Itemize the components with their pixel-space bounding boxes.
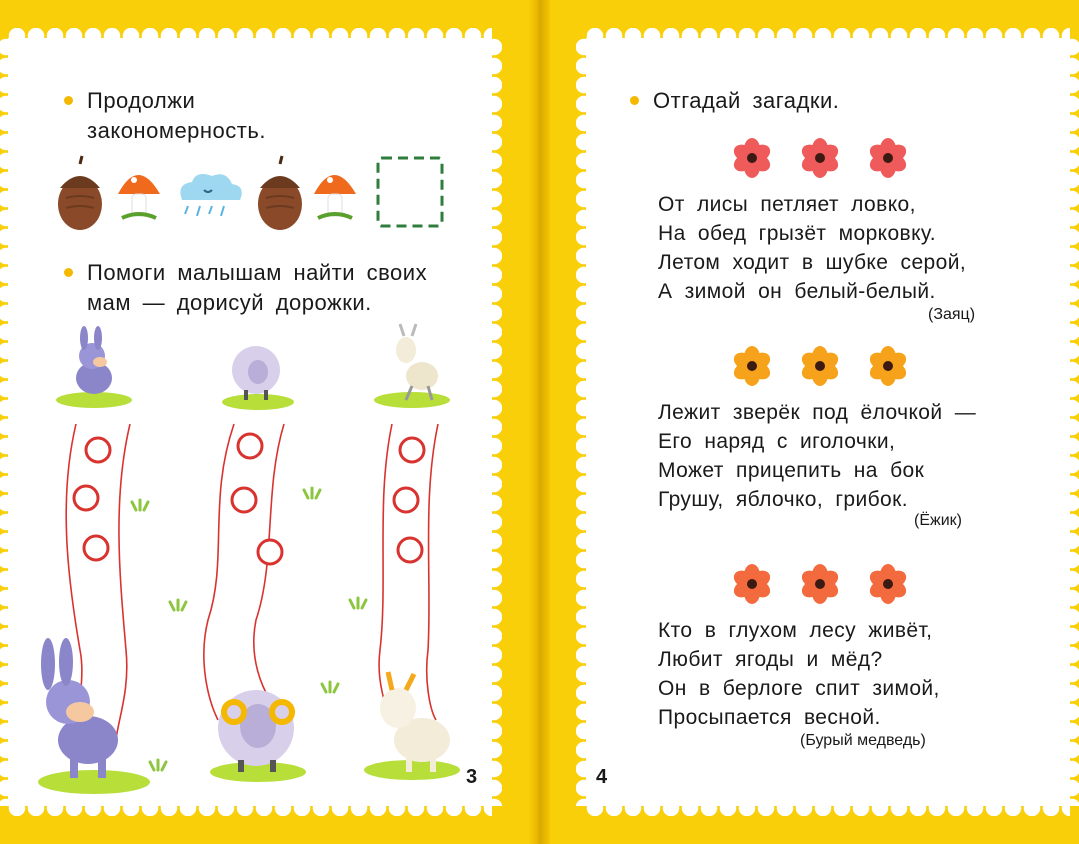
left-page	[8, 38, 492, 806]
mom-goat-icon	[380, 672, 450, 772]
riddle-1	[658, 190, 966, 306]
riddle-line: Кто в глухом лесу живёт,	[658, 619, 933, 642]
bullet-dot	[64, 268, 73, 277]
bullet-dot	[64, 96, 73, 105]
pattern-row	[8, 148, 488, 238]
mushroom-icon	[118, 175, 160, 218]
riddle-line: Летом ходит в шубке серой,	[658, 251, 967, 274]
acorn-icon	[258, 156, 302, 230]
riddle-line: От лисы петляет ловко,	[658, 193, 916, 216]
task-pattern	[64, 86, 266, 146]
flower-icon	[867, 138, 910, 178]
mushroom-icon	[314, 175, 356, 218]
riddle-line: Может прицепить на бок	[658, 459, 925, 482]
flower-icon	[731, 564, 774, 604]
acorn-icon	[58, 156, 102, 230]
riddle-answer: (Заяц)	[928, 306, 976, 323]
page-number-right: 4	[596, 766, 608, 788]
answer-box[interactable]	[378, 158, 442, 226]
riddle-line: Любит ягоды и мёд?	[658, 648, 883, 671]
riddle-answer: (Ёжик)	[914, 512, 962, 529]
page-number-left: 3	[466, 766, 478, 788]
paths-scene	[8, 320, 488, 760]
task-paths-line1: Помоги малышам найти своих	[87, 260, 428, 285]
task-riddles-text: Отгадай загадки.	[653, 88, 840, 113]
riddle-3	[658, 616, 940, 732]
riddle-2	[658, 398, 976, 514]
cloud-icon	[180, 174, 241, 216]
flower-icon	[731, 346, 774, 386]
task-paths-line2: мам — дорисуй дорожки.	[87, 290, 372, 315]
mom-sheep-icon	[218, 690, 294, 772]
flower-icon	[799, 138, 842, 178]
flower-icon	[867, 564, 910, 604]
right-page	[586, 38, 1070, 806]
riddle-line: Просыпается весной.	[658, 706, 881, 729]
riddle-line: Лежит зверёк под ёлочкой —	[658, 401, 977, 424]
flower-icon	[731, 138, 774, 178]
baby-goat-icon	[396, 324, 438, 400]
riddle-line: Его наряд с иголочки,	[658, 430, 896, 453]
riddle-line: На обед грызёт морковку.	[658, 222, 936, 245]
flower-icon	[799, 564, 842, 604]
task-paths	[64, 258, 427, 318]
baby-donkey-icon	[76, 326, 112, 394]
riddle-line: Грушу, яблочко, грибок.	[658, 488, 908, 511]
flower-icon	[799, 346, 842, 386]
riddle-line: А зимой он белый-белый.	[658, 280, 936, 303]
mom-donkey-icon	[41, 638, 118, 778]
book-gutter	[528, 0, 550, 844]
flower-icon	[867, 346, 910, 386]
riddle-line: Он в берлоге спит зимой,	[658, 677, 940, 700]
task-pattern-line1: Продолжи	[87, 88, 196, 113]
task-pattern-line2: закономерность.	[87, 118, 266, 143]
riddle-answer: (Бурый медведь)	[800, 732, 926, 749]
baby-sheep-icon	[232, 346, 280, 400]
